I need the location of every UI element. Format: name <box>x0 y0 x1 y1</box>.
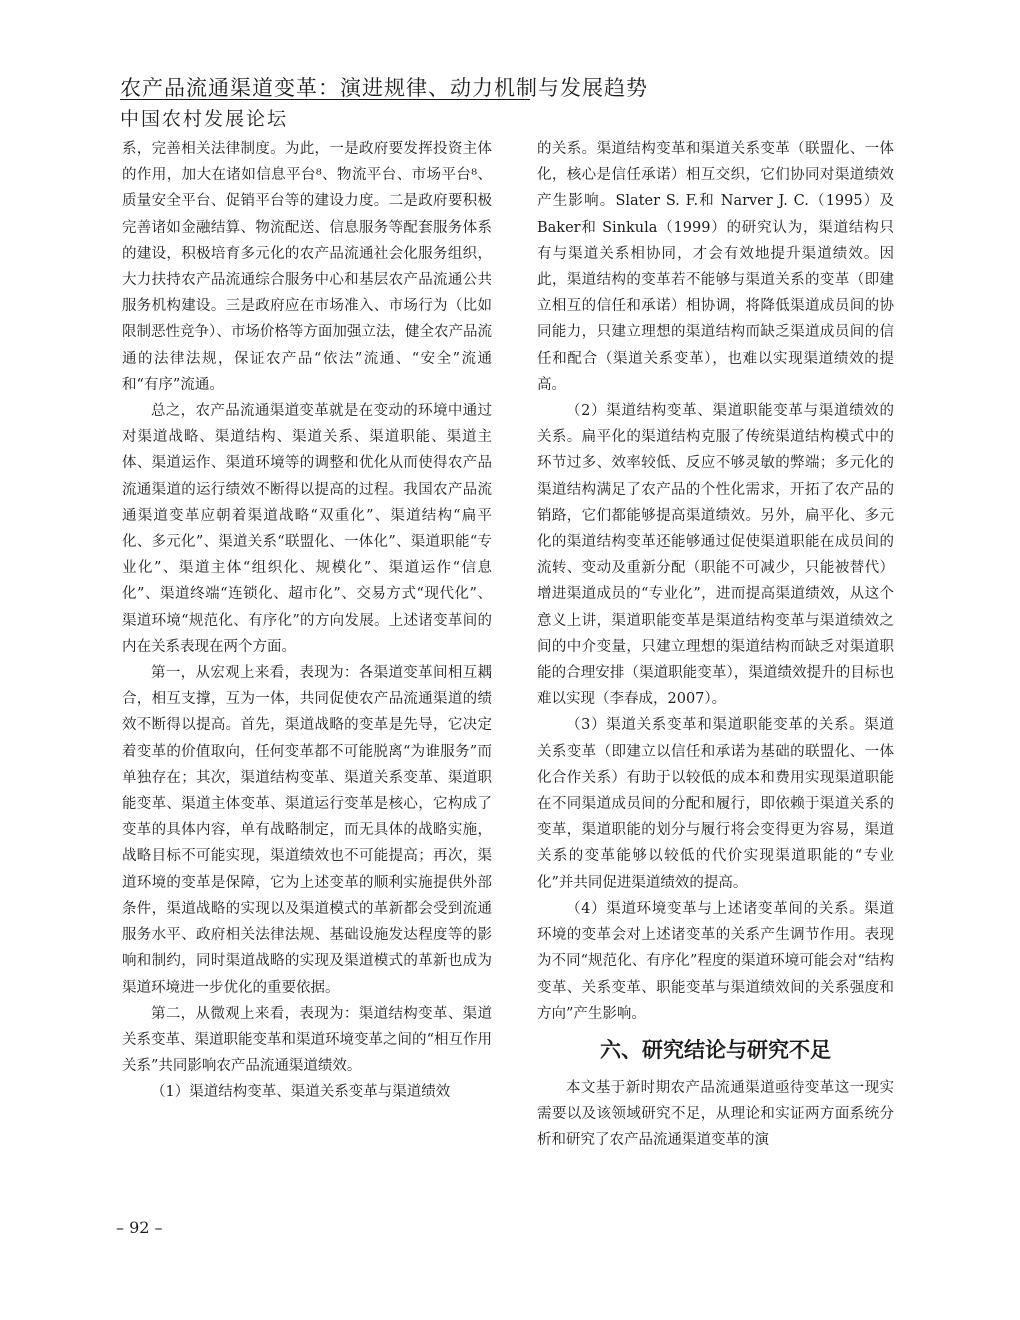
page-number: – 92 – <box>116 1218 163 1237</box>
section-heading: 六、研究结论与研究不足 <box>600 1037 831 1062</box>
paragraph: 系，完善相关法律制度。为此，一是政府要发挥投资主体的作用，加大在诸如信息平台⁸、物流平台、市场平台⁸、质量安全平台、促销平台等的建设力度。二是政府要积极完善诸如金融结算、物流配送、信息服务等配套服务体系的建设，积极培育多元化的农产品流通社会化服务组织，大力扶持农产品流通综合服务中心和基层农产品流通公共服务机构建设。三是政府应在市场准入、市场行为（比如限制恶性竞争）、市场价格等方面加强立法，健全农产品流通的法律法规，保证农产品“依法”流通、“安全”流通和“有序”流通。 <box>122 141 492 393</box>
paragraph: （1）渠道结构变革、渠道关系变革与渠道绩效 <box>151 1084 451 1101</box>
paragraph: 第二，从微观上来看，表现为：渠道结构变革、渠道关系变革、渠道职能变革和渠道环境变革之间的“相互作用关系”共同影响农产品流通渠道绩效。 <box>122 1005 492 1075</box>
header-rule <box>120 99 530 100</box>
paragraph: 总之，农产品流通渠道变革就是在变动的环境中通过对渠道战略、渠道结构、渠道关系、渠道职能、渠道主体、渠道运作、渠道环境等的调整和优化从而使得农产品流通渠道的运行绩效不断得以提高的过程。我国农产品流通渠道变革应朝着渠道战略“双重化”、渠道结构“扁平化、多元化”、渠道关系“联盟化、一体化”、渠道职能“专业化”、渠道主体“组织化、规模化”、渠道运作“信息化”、渠道终端“连锁化、超市化”、交易方式“现代化”、渠道环境“规范化、有序化”的方向发展。上述诸变革间的内在关系表现在两个方面。 <box>122 403 492 655</box>
running-title: 农产品流通渠道变革：演进规律、动力机制与发展趋势 <box>120 76 648 100</box>
journal-name: 中国农村发展论坛 <box>120 108 289 130</box>
paragraph: 的关系。渠道结构变革和渠道关系变革（联盟化、一体化，核心是信任承诺）相互交织，它们协同对渠道绩效产生影响。Slater S. F.和 Narver J. C.（1995）及 Baker和 Sinkula（1999）的研究认为，渠道结构只有与渠道关系相协同，才会有效地提升渠道绩效。因此，渠道结构的变革若不能够与渠道关系的变革（即建立相互的信任和承诺）相协调，将降低渠道成员间的协同能力，只建立理想的渠道结构而缺乏渠道成员间的信任和配合（渠道关系变革），也难以实现渠道绩效的提高。 <box>537 141 894 393</box>
left-column <box>122 136 492 1106</box>
paragraph: （2）渠道结构变革、渠道职能变革与渠道绩效的关系。扁平化的渠道结构克服了传统渠道结构模式中的环节过多、效率较低、反应不够灵敏的弊端；多元化的渠道结构满足了农产品的个性化需求，开拓了农产品的销路，它们都能够提高渠道绩效。另外，扁平化、多元化的渠道结构变革还能够通过促使渠道职能在成员间的流转、变动及重新分配（职能不可减少，只能被替代）增进渠道成员的“专业化”，进而提高渠道绩效，从这个意义上讲，渠道职能变革是渠道结构变革与渠道绩效之间的中介变量，只建立理想的渠道结构而缺乏对渠道职能的合理安排（渠道职能变革），渠道绩效提升的目标也难以实现（李春成，2007）。 <box>537 403 894 708</box>
paragraph: （4）渠道环境变革与上述诸变革间的关系。渠道环境的变革会对上述诸变革的关系产生调节作用。表现为不同“规范化、有序化”程度的渠道环境可能会对“结构变革、关系变革、职能变革与渠道绩效间的关系强度和方向”产生影响。 <box>537 900 894 1022</box>
paragraph: 本文基于新时期农产品流通渠道亟待变革这一现实需要以及该领域研究不足，从理论和实证两方面系统分析和研究了农产品流通渠道变革的演 <box>537 1079 894 1149</box>
right-column <box>537 136 894 1154</box>
paragraph: 第一，从宏观上来看，表现为：各渠道变革间相互耦合，相互支撑，互为一体，共同促使农产品流通渠道的绩效不断得以提高。首先，渠道战略的变革是先导，它决定着变革的价值取向，任何变革都不可能脱离“为谁服务”而单独存在；其次，渠道结构变革、渠道关系变革、渠道职能变革、渠道主体变革、渠道运行变革是核心，它构成了变革的具体内容，单有战略制定，而无具体的战略实施，战略目标不可能实现，渠道绩效也不可能提高；再次，渠道环境的变革是保障，它为上述变革的顺利实施提供外部条件，渠道战略的实现以及渠道模式的革新都会受到流通服务水平、政府相关法律法规、基础设施发达程度等的影响和制约，同时渠道战略的实现及渠道模式的革新也成为渠道环境进一步优化的重要依据。 <box>122 665 492 996</box>
paragraph: （3）渠道关系变革和渠道职能变革的关系。渠道关系变革（即建立以信任和承诺为基础的联盟化、一体化合作关系）有助于以较低的成本和费用实现渠道职能在不同渠道成员间的分配和履行，即依赖于渠道关系的变革，渠道职能的划分与履行将会变得更为容易，渠道关系的变革能够以较低的代价实现渠道职能的“专业化”并共同促进渠道绩效的提高。 <box>537 717 894 891</box>
